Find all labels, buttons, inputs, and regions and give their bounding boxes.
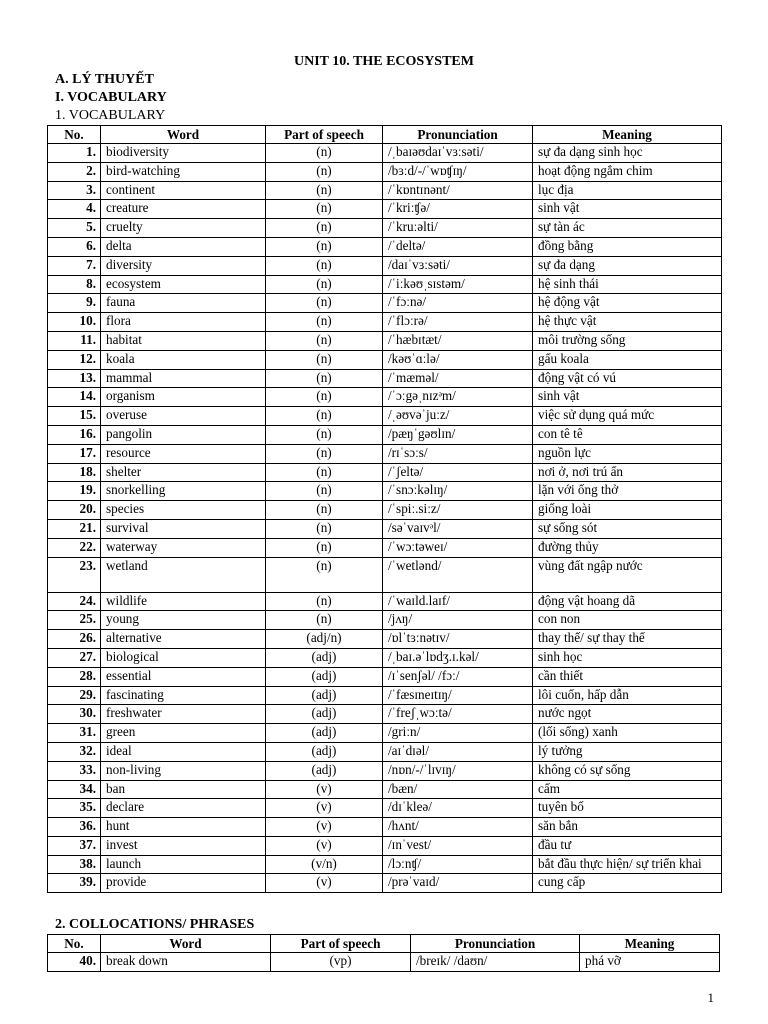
table-row xyxy=(48,705,722,724)
cell-word: fascinating xyxy=(101,686,266,705)
table-row xyxy=(48,444,722,463)
cell-part-of-speech: (n) xyxy=(266,369,383,388)
header-no: No. xyxy=(48,935,101,953)
cell-pronunciation: /nɒn/-/ˈlɪvɪŋ/ xyxy=(383,761,533,780)
cell-word: young xyxy=(101,611,266,630)
cell-no: 24. xyxy=(48,592,101,611)
cell-no: 12. xyxy=(48,350,101,369)
cell-part-of-speech: (adj) xyxy=(266,761,383,780)
cell-word: provide xyxy=(101,874,266,893)
cell-no: 20. xyxy=(48,501,101,520)
cell-meaning: sự đa dạng xyxy=(533,256,722,275)
table-row xyxy=(48,388,722,407)
table-row xyxy=(48,724,722,743)
table-row xyxy=(48,592,722,611)
cell-word: ban xyxy=(101,780,266,799)
cell-word: wetland xyxy=(101,557,266,592)
table-row xyxy=(48,953,720,972)
cell-meaning: sự sống sót xyxy=(533,519,722,538)
cell-pronunciation: /ˈkriːʧə/ xyxy=(383,200,533,219)
cell-pronunciation: /breɪk/ /daʊn/ xyxy=(411,953,580,972)
cell-pronunciation: /ˈdeltə/ xyxy=(383,237,533,256)
cell-word: waterway xyxy=(101,538,266,557)
table-row xyxy=(48,181,722,200)
cell-part-of-speech: (v) xyxy=(266,818,383,837)
cell-pronunciation: /ˈflɔːrə/ xyxy=(383,313,533,332)
cell-word: break down xyxy=(101,953,271,972)
cell-no: 5. xyxy=(48,219,101,238)
cell-meaning: săn bắn xyxy=(533,818,722,837)
cell-part-of-speech: (n) xyxy=(266,275,383,294)
cell-meaning: không có sự sống xyxy=(533,761,722,780)
cell-pronunciation: /ˈwɔːtəweɪ/ xyxy=(383,538,533,557)
table-row xyxy=(48,780,722,799)
cell-no: 11. xyxy=(48,331,101,350)
cell-part-of-speech: (n) xyxy=(266,350,383,369)
cell-word: shelter xyxy=(101,463,266,482)
subsection-collocations-heading: 2. COLLOCATIONS/ PHRASES xyxy=(55,917,255,932)
cell-part-of-speech: (n) xyxy=(266,388,383,407)
table-row xyxy=(48,874,722,893)
page-number: 1 xyxy=(707,990,714,1005)
table-row xyxy=(48,818,722,837)
cell-meaning: thay thế/ sự thay thế xyxy=(533,630,722,649)
cell-pronunciation: /aɪˈdɪəl/ xyxy=(383,742,533,761)
cell-pronunciation: /ˈkruːəlti/ xyxy=(383,219,533,238)
cell-part-of-speech: (v) xyxy=(266,780,383,799)
cell-meaning: động vật hoang dã xyxy=(533,592,722,611)
table-row xyxy=(48,482,722,501)
cell-part-of-speech: (n) xyxy=(266,144,383,163)
cell-meaning: vùng đất ngập nước xyxy=(533,557,722,592)
cell-part-of-speech: (n) xyxy=(266,444,383,463)
cell-part-of-speech: (n) xyxy=(266,407,383,426)
cell-no: 38. xyxy=(48,855,101,874)
subsection-vocabulary-heading: 1. VOCABULARY xyxy=(55,108,166,123)
cell-meaning: cần thiết xyxy=(533,667,722,686)
cell-no: 10. xyxy=(48,313,101,332)
cell-part-of-speech: (adj) xyxy=(266,686,383,705)
cell-word: declare xyxy=(101,799,266,818)
cell-word: resource xyxy=(101,444,266,463)
cell-pronunciation: /kəʊˈɑːlə/ xyxy=(383,350,533,369)
cell-no: 32. xyxy=(48,742,101,761)
cell-part-of-speech: (vp) xyxy=(271,953,411,972)
cell-meaning: nước ngọt xyxy=(533,705,722,724)
cell-word: non-living xyxy=(101,761,266,780)
cell-meaning: nguồn lực xyxy=(533,444,722,463)
table-row xyxy=(48,256,722,275)
header-no: No. xyxy=(48,126,101,144)
table-row xyxy=(48,667,722,686)
table-header-row xyxy=(48,935,720,953)
cell-pronunciation: /lɔːnʧ/ xyxy=(383,855,533,874)
cell-no: 16. xyxy=(48,425,101,444)
cell-part-of-speech: (v) xyxy=(266,799,383,818)
cell-meaning: sự tàn ác xyxy=(533,219,722,238)
cell-pronunciation: /prəˈvaɪd/ xyxy=(383,874,533,893)
cell-pronunciation: /ɪˈsenʃəl/ /fɔː/ xyxy=(383,667,533,686)
header-word: Word xyxy=(101,935,271,953)
cell-no: 25. xyxy=(48,611,101,630)
table-row xyxy=(48,144,722,163)
cell-meaning: bắt đầu thực hiện/ sự triển khai xyxy=(533,855,722,874)
cell-meaning: sự đa dạng sinh học xyxy=(533,144,722,163)
cell-part-of-speech: (n) xyxy=(266,200,383,219)
cell-pronunciation: /ˈspiː.siːz/ xyxy=(383,501,533,520)
table-row xyxy=(48,855,722,874)
cell-pronunciation: /ˈmæməl/ xyxy=(383,369,533,388)
cell-no: 33. xyxy=(48,761,101,780)
cell-part-of-speech: (adj) xyxy=(266,724,383,743)
cell-word: pangolin xyxy=(101,425,266,444)
table-row xyxy=(48,294,722,313)
cell-part-of-speech: (n) xyxy=(266,463,383,482)
cell-meaning: giống loài xyxy=(533,501,722,520)
table-row xyxy=(48,313,722,332)
cell-meaning: gấu koala xyxy=(533,350,722,369)
cell-part-of-speech: (v) xyxy=(266,874,383,893)
cell-meaning: sinh vật xyxy=(533,200,722,219)
cell-word: biodiversity xyxy=(101,144,266,163)
cell-word: invest xyxy=(101,836,266,855)
cell-pronunciation: /bɜːd/-/ˈwɒʧɪŋ/ xyxy=(383,162,533,181)
header-word: Word xyxy=(101,126,266,144)
cell-meaning: đầu tư xyxy=(533,836,722,855)
cell-pronunciation: /ˈkɒntɪnənt/ xyxy=(383,181,533,200)
cell-pronunciation: /bæn/ xyxy=(383,780,533,799)
cell-part-of-speech: (v) xyxy=(266,836,383,855)
cell-no: 1. xyxy=(48,144,101,163)
cell-no: 30. xyxy=(48,705,101,724)
table-row xyxy=(48,799,722,818)
cell-meaning: con non xyxy=(533,611,722,630)
cell-pronunciation: /rɪˈsɔːs/ xyxy=(383,444,533,463)
cell-no: 6. xyxy=(48,237,101,256)
cell-no: 9. xyxy=(48,294,101,313)
table-row xyxy=(48,425,722,444)
cell-pronunciation: /ˈsnɔːkəlɪŋ/ xyxy=(383,482,533,501)
cell-part-of-speech: (adj) xyxy=(266,705,383,724)
cell-pronunciation: /griːn/ xyxy=(383,724,533,743)
table-row xyxy=(48,162,722,181)
cell-pronunciation: /pæŋˈgəʊlɪn/ xyxy=(383,425,533,444)
cell-part-of-speech: (adj) xyxy=(266,648,383,667)
cell-pronunciation: /jʌŋ/ xyxy=(383,611,533,630)
cell-word: green xyxy=(101,724,266,743)
header-part-of-speech: Part of speech xyxy=(271,935,411,953)
table-row xyxy=(48,331,722,350)
section-a-heading: A. LÝ THUYẾT xyxy=(55,72,154,87)
header-pronunciation: Pronunciation xyxy=(411,935,580,953)
cell-no: 39. xyxy=(48,874,101,893)
cell-no: 26. xyxy=(48,630,101,649)
cell-meaning: hệ thực vật xyxy=(533,313,722,332)
cell-pronunciation: /ˈhæbɪtæt/ xyxy=(383,331,533,350)
cell-part-of-speech: (n) xyxy=(266,557,383,592)
table-row xyxy=(48,519,722,538)
cell-no: 13. xyxy=(48,369,101,388)
cell-no: 36. xyxy=(48,818,101,837)
table-row xyxy=(48,219,722,238)
cell-meaning: lý tưởng xyxy=(533,742,722,761)
cell-pronunciation: /ˈɔːgəˌnɪzᵊm/ xyxy=(383,388,533,407)
cell-pronunciation: /ɒlˈtɜːnətɪv/ xyxy=(383,630,533,649)
cell-word: wildlife xyxy=(101,592,266,611)
cell-word: species xyxy=(101,501,266,520)
cell-part-of-speech: (n) xyxy=(266,519,383,538)
page-title: UNIT 10. THE ECOSYSTEM xyxy=(294,54,474,69)
cell-word: hunt xyxy=(101,818,266,837)
cell-no: 3. xyxy=(48,181,101,200)
cell-part-of-speech: (n) xyxy=(266,313,383,332)
cell-meaning: động vật có vú xyxy=(533,369,722,388)
cell-word: alternative xyxy=(101,630,266,649)
cell-part-of-speech: (n) xyxy=(266,294,383,313)
table-row xyxy=(48,369,722,388)
cell-part-of-speech: (n) xyxy=(266,538,383,557)
cell-pronunciation: /ɪnˈvest/ xyxy=(383,836,533,855)
header-part-of-speech: Part of speech xyxy=(266,126,383,144)
section-i-heading: I. VOCABULARY xyxy=(55,90,167,105)
cell-pronunciation: /ˈfɔːnə/ xyxy=(383,294,533,313)
table-header-row xyxy=(48,126,722,144)
cell-word: cruelty xyxy=(101,219,266,238)
cell-no: 22. xyxy=(48,538,101,557)
cell-no: 31. xyxy=(48,724,101,743)
cell-part-of-speech: (n) xyxy=(266,181,383,200)
cell-pronunciation: /ˈwaɪld.laɪf/ xyxy=(383,592,533,611)
cell-part-of-speech: (v/n) xyxy=(266,855,383,874)
cell-no: 8. xyxy=(48,275,101,294)
cell-pronunciation: /ˈfæsɪneɪtɪŋ/ xyxy=(383,686,533,705)
table-row xyxy=(48,350,722,369)
table-row xyxy=(48,761,722,780)
cell-no: 15. xyxy=(48,407,101,426)
vocabulary-table xyxy=(47,125,722,893)
cell-part-of-speech: (adj) xyxy=(266,667,383,686)
cell-part-of-speech: (adj/n) xyxy=(266,630,383,649)
cell-word: diversity xyxy=(101,256,266,275)
cell-word: organism xyxy=(101,388,266,407)
cell-word: mammal xyxy=(101,369,266,388)
cell-word: continent xyxy=(101,181,266,200)
cell-no: 28. xyxy=(48,667,101,686)
cell-pronunciation: /dɪˈkleə/ xyxy=(383,799,533,818)
cell-word: ideal xyxy=(101,742,266,761)
table-row xyxy=(48,538,722,557)
cell-meaning: môi trường sống xyxy=(533,331,722,350)
cell-no: 40. xyxy=(48,953,101,972)
cell-no: 35. xyxy=(48,799,101,818)
cell-no: 29. xyxy=(48,686,101,705)
cell-word: ecosystem xyxy=(101,275,266,294)
cell-part-of-speech: (n) xyxy=(266,482,383,501)
cell-pronunciation: /ˈiːkəʊˌsɪstəm/ xyxy=(383,275,533,294)
cell-meaning: hệ động vật xyxy=(533,294,722,313)
cell-pronunciation: /ˌbaɪ.əˈlɒdʒ.ɪ.kəl/ xyxy=(383,648,533,667)
table-row xyxy=(48,463,722,482)
cell-no: 34. xyxy=(48,780,101,799)
cell-meaning: nơi ở, nơi trú ẩn xyxy=(533,463,722,482)
cell-meaning: lặn với ống thở xyxy=(533,482,722,501)
cell-part-of-speech: (n) xyxy=(266,592,383,611)
header-meaning: Meaning xyxy=(580,935,720,953)
cell-word: biological xyxy=(101,648,266,667)
cell-part-of-speech: (n) xyxy=(266,331,383,350)
cell-no: 18. xyxy=(48,463,101,482)
collocations-table xyxy=(47,934,720,972)
cell-part-of-speech: (n) xyxy=(266,425,383,444)
cell-meaning: đồng bằng xyxy=(533,237,722,256)
cell-part-of-speech: (n) xyxy=(266,611,383,630)
table-row xyxy=(48,237,722,256)
cell-no: 27. xyxy=(48,648,101,667)
cell-meaning: lục địa xyxy=(533,181,722,200)
cell-word: survival xyxy=(101,519,266,538)
table-row xyxy=(48,630,722,649)
cell-meaning: cấm xyxy=(533,780,722,799)
header-meaning: Meaning xyxy=(533,126,722,144)
cell-meaning: lôi cuốn, hấp dẫn xyxy=(533,686,722,705)
cell-pronunciation: /daɪˈvɜːsəti/ xyxy=(383,256,533,275)
cell-meaning: đường thủy xyxy=(533,538,722,557)
table-row xyxy=(48,557,722,592)
cell-meaning: con tê tê xyxy=(533,425,722,444)
cell-word: creature xyxy=(101,200,266,219)
table-row xyxy=(48,836,722,855)
table-row xyxy=(48,200,722,219)
cell-no: 2. xyxy=(48,162,101,181)
cell-word: essential xyxy=(101,667,266,686)
table-row xyxy=(48,275,722,294)
cell-part-of-speech: (adj) xyxy=(266,742,383,761)
cell-no: 7. xyxy=(48,256,101,275)
cell-pronunciation: /hʌnt/ xyxy=(383,818,533,837)
cell-part-of-speech: (n) xyxy=(266,162,383,181)
table-row xyxy=(48,686,722,705)
cell-meaning: hệ sinh thái xyxy=(533,275,722,294)
cell-no: 17. xyxy=(48,444,101,463)
cell-pronunciation: /ˈʃeltə/ xyxy=(383,463,533,482)
cell-word: overuse xyxy=(101,407,266,426)
table-row xyxy=(48,611,722,630)
cell-word: bird-watching xyxy=(101,162,266,181)
cell-pronunciation: /səˈvaɪvᵊl/ xyxy=(383,519,533,538)
cell-pronunciation: /ˈwetlənd/ xyxy=(383,557,533,592)
cell-pronunciation: /ˌəʊvəˈjuːz/ xyxy=(383,407,533,426)
cell-word: freshwater xyxy=(101,705,266,724)
cell-word: koala xyxy=(101,350,266,369)
cell-part-of-speech: (n) xyxy=(266,219,383,238)
cell-no: 21. xyxy=(48,519,101,538)
cell-no: 4. xyxy=(48,200,101,219)
cell-word: delta xyxy=(101,237,266,256)
cell-no: 19. xyxy=(48,482,101,501)
header-pronunciation: Pronunciation xyxy=(383,126,533,144)
table-row xyxy=(48,501,722,520)
cell-part-of-speech: (n) xyxy=(266,256,383,275)
cell-meaning: sinh vật xyxy=(533,388,722,407)
cell-meaning: cung cấp xyxy=(533,874,722,893)
cell-part-of-speech: (n) xyxy=(266,501,383,520)
table-row xyxy=(48,742,722,761)
cell-meaning: hoạt động ngắm chim xyxy=(533,162,722,181)
cell-no: 14. xyxy=(48,388,101,407)
table-row xyxy=(48,407,722,426)
table-row xyxy=(48,648,722,667)
cell-part-of-speech: (n) xyxy=(266,237,383,256)
cell-meaning: phá vỡ xyxy=(580,953,720,972)
cell-meaning: sinh học xyxy=(533,648,722,667)
cell-pronunciation: /ˌbaɪəʊdaɪˈvɜːsəti/ xyxy=(383,144,533,163)
cell-meaning: (lối sống) xanh xyxy=(533,724,722,743)
cell-no: 23. xyxy=(48,557,101,592)
cell-word: launch xyxy=(101,855,266,874)
cell-no: 37. xyxy=(48,836,101,855)
cell-pronunciation: /ˈfreʃˌwɔːtə/ xyxy=(383,705,533,724)
cell-word: snorkelling xyxy=(101,482,266,501)
cell-word: fauna xyxy=(101,294,266,313)
cell-meaning: việc sử dụng quá mức xyxy=(533,407,722,426)
cell-meaning: tuyên bố xyxy=(533,799,722,818)
cell-word: habitat xyxy=(101,331,266,350)
cell-word: flora xyxy=(101,313,266,332)
